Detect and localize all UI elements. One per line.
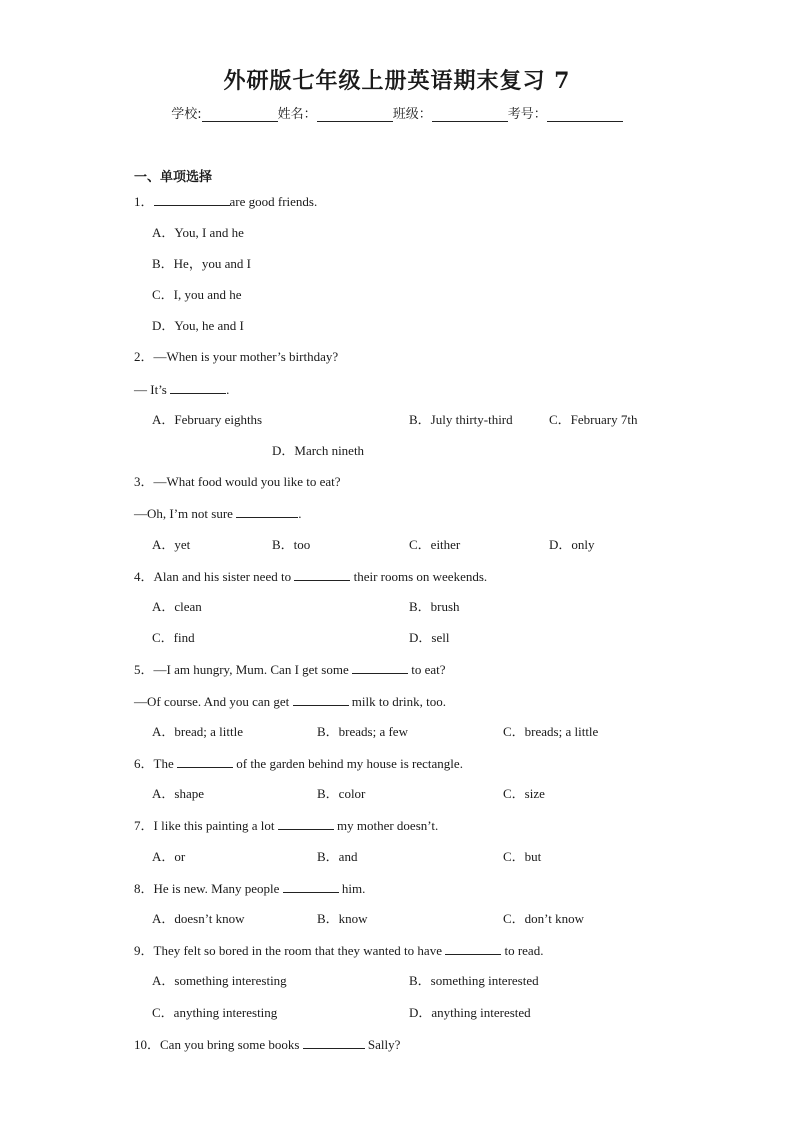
- answer-blank[interactable]: [154, 193, 230, 206]
- question-text: Can you bring some books: [160, 1037, 300, 1052]
- question-number: 4．: [134, 569, 154, 584]
- question-number: 6．: [134, 756, 154, 771]
- question-3: [134, 474, 341, 490]
- question-text: their rooms on weekends.: [353, 569, 488, 584]
- question-text: to read.: [504, 943, 544, 958]
- option-b[interactable]: B．know: [317, 911, 368, 926]
- option-a[interactable]: A．You, I and he: [152, 225, 244, 240]
- option-a[interactable]: A．shape: [152, 786, 204, 801]
- option-b[interactable]: B．July thirty-third: [409, 412, 513, 427]
- question-text: I like this painting a lot: [153, 818, 275, 833]
- option-a[interactable]: A．yet: [152, 537, 191, 552]
- name-blank[interactable]: [317, 107, 393, 122]
- option-b[interactable]: B．He，you and I: [152, 256, 251, 271]
- option-c[interactable]: C．size: [503, 786, 545, 801]
- answer-blank[interactable]: [293, 693, 349, 706]
- option-d[interactable]: D．sell: [409, 630, 450, 645]
- question-text: Alan and his sister need to: [153, 569, 292, 584]
- answer-blank[interactable]: [352, 661, 408, 674]
- question-text: are good friends.: [229, 194, 318, 209]
- option-a[interactable]: A．bread; a little: [152, 724, 243, 739]
- name-label: 姓名：: [277, 107, 317, 122]
- question-number: 10．: [134, 1037, 161, 1052]
- question-text: He is new. Many people: [153, 881, 280, 896]
- option-c[interactable]: C．I, you and he: [152, 287, 242, 302]
- question-9: [134, 942, 543, 959]
- question-text: —What food would you like to eat?: [153, 474, 341, 489]
- option-d[interactable]: D．only: [549, 537, 595, 552]
- option-b[interactable]: B．and: [317, 849, 358, 864]
- question-5-line-2: [134, 693, 446, 710]
- answer-blank[interactable]: [170, 381, 226, 394]
- option-a[interactable]: A．or: [152, 849, 186, 864]
- option-c[interactable]: C．either: [409, 537, 461, 552]
- question-text: .: [298, 506, 302, 521]
- question-number: 8．: [134, 881, 154, 896]
- question-8: [134, 880, 365, 897]
- question-text: to eat?: [411, 662, 446, 677]
- class-label: 班级：: [392, 107, 432, 122]
- option-b[interactable]: B．too: [272, 537, 311, 552]
- option-c[interactable]: C．breads; a little: [503, 724, 599, 739]
- question-text: —When is your mother’s birthday?: [153, 349, 339, 364]
- option-d[interactable]: D．You, he and I: [152, 318, 244, 333]
- school-blank[interactable]: [202, 107, 278, 122]
- option-a[interactable]: A．clean: [152, 599, 202, 614]
- option-c[interactable]: C．but: [503, 849, 542, 864]
- answer-blank[interactable]: [294, 568, 350, 581]
- option-c[interactable]: C．February 7th: [549, 412, 638, 427]
- question-number: 1．: [134, 194, 154, 209]
- page-title: 外研版七年级上册英语期末复习 7: [223, 68, 571, 94]
- question-text: — It’s: [134, 382, 167, 397]
- option-b[interactable]: B．something interested: [409, 973, 539, 988]
- question-number: 5．: [134, 662, 154, 677]
- question-2-line-2: [134, 381, 229, 398]
- question-text: —Of course. And you can get: [134, 694, 290, 709]
- question-2: [134, 349, 338, 365]
- option-b[interactable]: B．breads; a few: [317, 724, 408, 739]
- option-b[interactable]: B．color: [317, 786, 366, 801]
- class-blank[interactable]: [432, 107, 508, 122]
- question-text: him.: [341, 881, 366, 896]
- question-number: 3．: [134, 474, 154, 489]
- option-a[interactable]: A．doesn’t know: [152, 911, 245, 926]
- question-text: Sally?: [367, 1037, 401, 1052]
- option-d[interactable]: D．March nineth: [272, 443, 365, 458]
- option-a[interactable]: A．something interesting: [152, 973, 287, 988]
- question-number: 2．: [134, 349, 154, 364]
- question-text: —Oh, I’m not sure: [134, 506, 233, 521]
- option-c[interactable]: C．anything interesting: [152, 1005, 278, 1020]
- question-4: [134, 568, 487, 585]
- answer-blank[interactable]: [177, 755, 233, 768]
- question-text: milk to drink, too.: [351, 694, 446, 709]
- option-c[interactable]: C．don’t know: [503, 911, 585, 926]
- number-label: 考号：: [507, 107, 547, 122]
- question-3-line-2: [134, 505, 301, 522]
- option-b[interactable]: B．brush: [409, 599, 460, 614]
- question-text: —I am hungry, Mum. Can I get some: [153, 662, 349, 677]
- question-10: [134, 1036, 400, 1053]
- question-1: [134, 193, 317, 210]
- answer-blank[interactable]: [283, 880, 339, 893]
- student-info-line: [0, 103, 794, 122]
- answer-blank[interactable]: [303, 1036, 365, 1049]
- option-d[interactable]: D．anything interested: [409, 1005, 531, 1020]
- answer-blank[interactable]: [445, 942, 501, 955]
- option-a[interactable]: A．February eighths: [152, 412, 263, 427]
- question-7: [134, 817, 438, 834]
- question-5: [134, 661, 446, 678]
- question-text: The: [153, 756, 174, 771]
- section-heading: 一、单项选择: [134, 170, 213, 185]
- question-6: [134, 755, 463, 772]
- question-text: .: [226, 382, 230, 397]
- question-number: 9．: [134, 943, 154, 958]
- question-number: 7．: [134, 818, 154, 833]
- option-c[interactable]: C．find: [152, 630, 195, 645]
- question-text: They felt so bored in the room that they wanted to have: [153, 943, 442, 958]
- answer-blank[interactable]: [236, 505, 298, 518]
- question-text: of the garden behind my house is rectangle.: [236, 756, 463, 771]
- number-blank[interactable]: [547, 107, 623, 122]
- school-label: 学校:: [171, 107, 202, 122]
- answer-blank[interactable]: [278, 817, 334, 830]
- question-text: my mother doesn’t.: [336, 818, 439, 833]
